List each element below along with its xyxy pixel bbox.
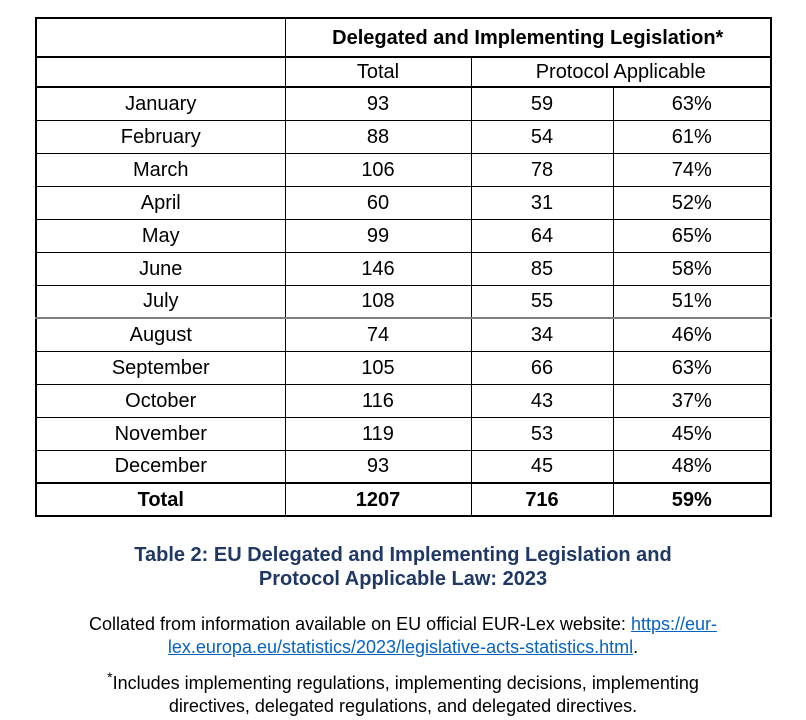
header-col-total: Total (285, 57, 471, 87)
total-cell: 146 (285, 252, 471, 285)
table-row-july (36, 285, 771, 318)
total-cell: 116 (285, 384, 471, 417)
source-link[interactable]: https://eur-lex.europa.eu/statistics/2023/legislative-acts-statistics.html (167, 614, 717, 657)
month-cell: May (36, 219, 285, 252)
total-label-cell: Total (36, 483, 285, 516)
table-row-december (36, 450, 771, 483)
percent-cell: 51% (613, 285, 771, 318)
source-note-text: Collated from information available on EU official EUR-Lex website: (89, 614, 631, 634)
month-cell: April (36, 186, 285, 219)
protocol-cell: 66 (471, 351, 613, 384)
source-note-period: . (633, 637, 639, 657)
total-cell: 106 (285, 153, 471, 186)
protocol-cell: 54 (471, 120, 613, 153)
protocol-cell: 64 (471, 219, 613, 252)
month-cell: December (36, 450, 285, 483)
percent-cell: 46% (613, 318, 771, 351)
table-caption (0, 543, 806, 591)
total-cell: 60 (285, 186, 471, 219)
month-cell: July (36, 285, 285, 318)
percent-cell: 61% (613, 120, 771, 153)
protocol-cell: 31 (471, 186, 613, 219)
month-cell: August (36, 318, 285, 351)
protocol-cell: 53 (471, 417, 613, 450)
table-header-group-row (36, 18, 771, 57)
protocol-cell: 716 (471, 483, 613, 516)
percent-cell: 63% (613, 87, 771, 120)
protocol-cell: 34 (471, 318, 613, 351)
month-cell: June (36, 252, 285, 285)
total-cell: 1207 (285, 483, 471, 516)
total-cell: 93 (285, 450, 471, 483)
percent-cell: 63% (613, 351, 771, 384)
total-cell: 119 (285, 417, 471, 450)
month-cell: October (36, 384, 285, 417)
table-row-february (36, 120, 771, 153)
table-row-october (36, 384, 771, 417)
total-cell: 74 (285, 318, 471, 351)
source-note (41, 613, 765, 659)
table-caption-line1: Table 2: EU Delegated and Implementing Legislation and (134, 544, 672, 566)
table-row-august (36, 318, 771, 351)
month-cell: February (36, 120, 285, 153)
total-cell: 108 (285, 285, 471, 318)
table-row-november (36, 417, 771, 450)
percent-cell: 37% (613, 384, 771, 417)
table-row-total (36, 483, 771, 516)
total-cell: 99 (285, 219, 471, 252)
protocol-cell: 55 (471, 285, 613, 318)
percent-cell: 45% (613, 417, 771, 450)
month-cell: September (36, 351, 285, 384)
protocol-cell: 59 (471, 87, 613, 120)
header-col-protocol-applicable: Protocol Applicable (471, 57, 771, 87)
table-header-columns-row (36, 57, 771, 87)
legislation-table (35, 17, 772, 517)
month-cell: January (36, 87, 285, 120)
table-row-january (36, 87, 771, 120)
percent-cell: 59% (613, 483, 771, 516)
header-empty-cell (36, 57, 285, 87)
total-cell: 105 (285, 351, 471, 384)
month-cell: March (36, 153, 285, 186)
table-row-may (36, 219, 771, 252)
total-cell: 88 (285, 120, 471, 153)
table-caption-line2: Protocol Applicable Law: 2023 (258, 568, 548, 590)
table-row-june (36, 252, 771, 285)
percent-cell: 48% (613, 450, 771, 483)
total-cell: 93 (285, 87, 471, 120)
footnote-asterisk-marker: * (107, 669, 113, 685)
percent-cell: 52% (613, 186, 771, 219)
month-cell: November (36, 417, 285, 450)
table-row-march (36, 153, 771, 186)
percent-cell: 65% (613, 219, 771, 252)
protocol-cell: 85 (471, 252, 613, 285)
protocol-cell: 45 (471, 450, 613, 483)
asterisk-note (75, 669, 731, 718)
table-row-september (36, 351, 771, 384)
protocol-cell: 78 (471, 153, 613, 186)
table-row-april (36, 186, 771, 219)
header-group-title: Delegated and Implementing Legislation* (285, 18, 771, 57)
protocol-cell: 43 (471, 384, 613, 417)
asterisk-note-text: Includes implementing regulations, implementing decisions, implementing directives, delegated regulations, and delegated directives. (112, 673, 699, 716)
percent-cell: 74% (613, 153, 771, 186)
header-empty-cell (36, 18, 285, 57)
percent-cell: 58% (613, 252, 771, 285)
